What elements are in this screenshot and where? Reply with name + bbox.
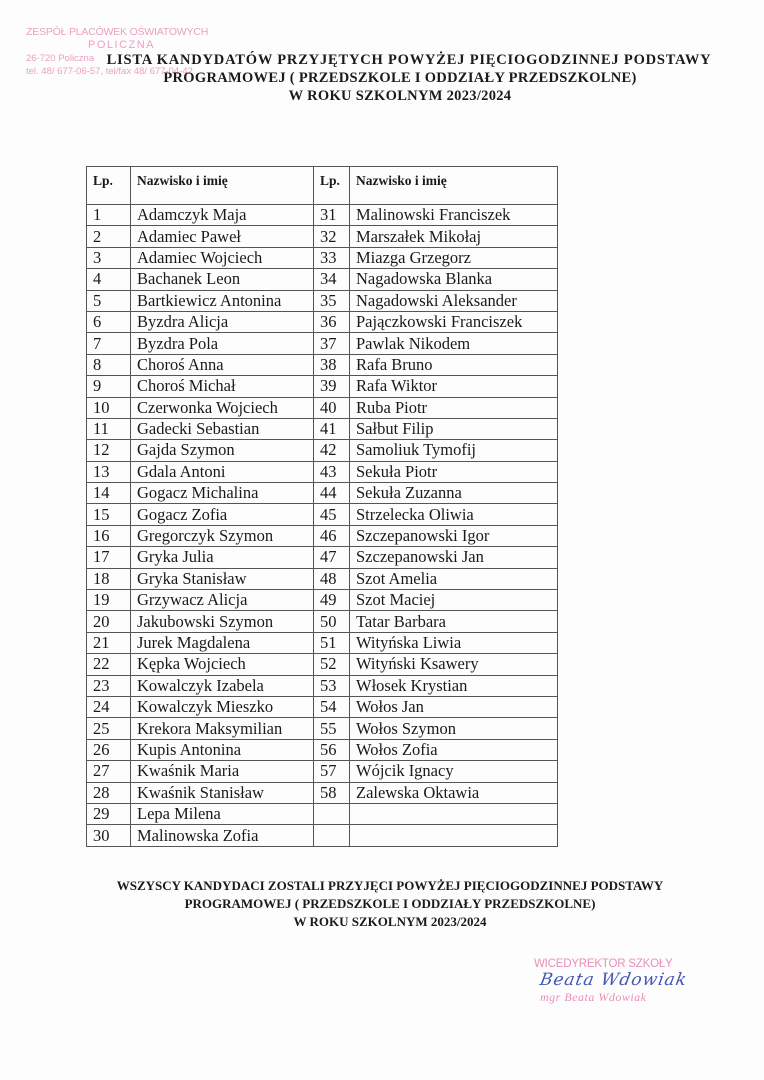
candidate-name: Szot Amelia <box>350 568 558 589</box>
footer-line-1: WSZYSCY KANDYDACI ZOSTALI PRZYJĘCI POWYŻEJ PIĘCIOGODZINNEJ PODSTAWY <box>116 878 664 893</box>
row-number: 23 <box>87 675 131 696</box>
row-number: 29 <box>87 803 131 824</box>
candidate-name: Szczepanowski Igor <box>350 525 558 546</box>
column-header-lp: Lp. <box>87 167 131 205</box>
table-row <box>87 311 558 332</box>
table-row <box>87 504 558 525</box>
candidate-name: Szczepanowski Jan <box>350 547 558 568</box>
signature-block <box>534 958 734 1005</box>
footer-note <box>70 877 710 931</box>
row-number: 44 <box>314 483 350 504</box>
table-row <box>87 354 558 375</box>
candidate-name: Kowalczyk Izabela <box>131 675 314 696</box>
table-row <box>87 611 558 632</box>
row-number: 18 <box>87 568 131 589</box>
candidate-name: Nagadowski Aleksander <box>350 290 558 311</box>
candidate-name: Adamiec Wojciech <box>131 247 314 268</box>
candidate-name: Choroś Anna <box>131 354 314 375</box>
footer-line-2: PROGRAMOWEJ ( PRZEDSZKOLE I ODDZIAŁY PRZEDSZKOLNE) <box>184 896 596 911</box>
row-number: 42 <box>314 440 350 461</box>
row-number: 4 <box>87 269 131 290</box>
column-header-lp: Lp. <box>314 167 350 205</box>
row-number: 33 <box>314 247 350 268</box>
row-number: 31 <box>314 205 350 226</box>
row-number: 46 <box>314 525 350 546</box>
candidate-name: Malinowski Franciszek <box>350 205 558 226</box>
table-row <box>87 247 558 268</box>
row-number: 15 <box>87 504 131 525</box>
document-title <box>60 51 740 105</box>
title-line-3: W ROKU SZKOLNYM 2023/2024 <box>288 88 512 104</box>
table-body <box>87 205 558 847</box>
row-number: 5 <box>87 290 131 311</box>
signature-role: WICEDYREKTOR SZKOŁY <box>534 958 673 970</box>
row-number: 36 <box>314 311 350 332</box>
table-row <box>87 461 558 482</box>
row-number: 32 <box>314 226 350 247</box>
candidate-name: Czerwonka Wojciech <box>131 397 314 418</box>
table-row <box>87 803 558 824</box>
candidate-name: Sałbut Filip <box>350 418 558 439</box>
candidate-name: Byzdra Alicja <box>131 311 314 332</box>
row-number: 1 <box>87 205 131 226</box>
stamp-line-1: ZESPÓŁ PLACÓWEK OŚWIATOWYCH <box>26 26 209 38</box>
candidate-name: Szot Maciej <box>350 590 558 611</box>
table-row <box>87 590 558 611</box>
table-row <box>87 525 558 546</box>
candidate-name: Marszałek Mikołaj <box>350 226 558 247</box>
candidate-name: Gogacz Zofia <box>131 504 314 525</box>
table-row <box>87 654 558 675</box>
table-row <box>87 205 558 226</box>
candidate-name: Jakubowski Szymon <box>131 611 314 632</box>
table-row <box>87 483 558 504</box>
candidate-name: Włosek Krystian <box>350 675 558 696</box>
candidate-name: Wityński Ksawery <box>350 654 558 675</box>
table-row <box>87 825 558 846</box>
row-number: 3 <box>87 247 131 268</box>
table-row <box>87 696 558 717</box>
candidate-name: Pajączkowski Franciszek <box>350 311 558 332</box>
row-number: 40 <box>314 397 350 418</box>
candidate-name: Kupis Antonina <box>131 739 314 760</box>
row-number: 27 <box>87 761 131 782</box>
row-number: 26 <box>87 739 131 760</box>
candidate-name: Pawlak Nikodem <box>350 333 558 354</box>
row-number: 56 <box>314 739 350 760</box>
row-number: 28 <box>87 782 131 803</box>
stamp-line-3: 26-720 Policzna <box>26 53 95 64</box>
candidate-name: Tatar Barbara <box>350 611 558 632</box>
row-number: 39 <box>314 376 350 397</box>
candidate-name: Byzdra Pola <box>131 333 314 354</box>
row-number: 50 <box>314 611 350 632</box>
row-number: 51 <box>314 632 350 653</box>
signature-name: mgr Beata Wdowiak <box>540 990 647 1004</box>
row-number: 2 <box>87 226 131 247</box>
table-row <box>87 226 558 247</box>
table-row <box>87 547 558 568</box>
row-number: 9 <box>87 376 131 397</box>
table-header-row <box>87 167 558 205</box>
table-row <box>87 333 558 354</box>
table-row <box>87 397 558 418</box>
row-number: 21 <box>87 632 131 653</box>
column-header-name: Nazwisko i imię <box>131 167 314 205</box>
table-row <box>87 632 558 653</box>
footer-line-3: W ROKU SZKOLNYM 2023/2024 <box>293 914 487 929</box>
candidate-name: Sekuła Zuzanna <box>350 483 558 504</box>
row-number: 7 <box>87 333 131 354</box>
candidate-name: Lepa Milena <box>131 803 314 824</box>
handwritten-signature: Beata Wdowiak <box>538 970 689 990</box>
row-number: 14 <box>87 483 131 504</box>
candidate-name: Nagadowska Blanka <box>350 269 558 290</box>
candidate-name: Gajda Szymon <box>131 440 314 461</box>
candidate-name: Choroś Michał <box>131 376 314 397</box>
candidate-name <box>350 825 558 846</box>
candidate-name: Sekuła Piotr <box>350 461 558 482</box>
table-row <box>87 440 558 461</box>
candidate-name: Adamiec Paweł <box>131 226 314 247</box>
row-number: 47 <box>314 547 350 568</box>
row-number: 45 <box>314 504 350 525</box>
table-row <box>87 675 558 696</box>
candidate-name: Zalewska Oktawia <box>350 782 558 803</box>
column-header-name: Nazwisko i imię <box>350 167 558 205</box>
candidate-name: Jurek Magdalena <box>131 632 314 653</box>
candidate-name: Gadecki Sebastian <box>131 418 314 439</box>
stamp-line-4: tel. 48/ 677-06-57, tel/fax 48/ 677-04-42 <box>26 66 193 77</box>
table-row <box>87 269 558 290</box>
candidate-name: Samoliuk Tymofij <box>350 440 558 461</box>
row-number <box>314 803 350 824</box>
row-number: 10 <box>87 397 131 418</box>
candidate-name: Gryka Stanisław <box>131 568 314 589</box>
row-number: 11 <box>87 418 131 439</box>
row-number: 43 <box>314 461 350 482</box>
table-row <box>87 761 558 782</box>
candidate-name: Kowalczyk Mieszko <box>131 696 314 717</box>
title-line-2: PROGRAMOWEJ ( PRZEDSZKOLE I ODDZIAŁY PRZEDSZKOLNE) <box>163 70 637 86</box>
candidate-name: Rafa Bruno <box>350 354 558 375</box>
row-number: 8 <box>87 354 131 375</box>
table-row <box>87 782 558 803</box>
row-number: 24 <box>87 696 131 717</box>
candidate-name: Wołos Szymon <box>350 718 558 739</box>
row-number: 6 <box>87 311 131 332</box>
row-number: 20 <box>87 611 131 632</box>
table-row <box>87 376 558 397</box>
row-number: 12 <box>87 440 131 461</box>
title-line-1: LISTA KANDYDATÓW PRZYJĘTYCH POWYŻEJ PIĘCIOGODZINNEJ PODSTAWY <box>106 52 712 68</box>
table-row <box>87 739 558 760</box>
table-row <box>87 418 558 439</box>
row-number <box>314 825 350 846</box>
row-number: 17 <box>87 547 131 568</box>
row-number: 58 <box>314 782 350 803</box>
candidate-name: Rafa Wiktor <box>350 376 558 397</box>
candidates-table <box>86 166 558 847</box>
row-number: 38 <box>314 354 350 375</box>
candidate-name: Kwaśnik Maria <box>131 761 314 782</box>
row-number: 25 <box>87 718 131 739</box>
row-number: 16 <box>87 525 131 546</box>
candidate-name: Wołos Jan <box>350 696 558 717</box>
candidate-name: Kępka Wojciech <box>131 654 314 675</box>
row-number: 37 <box>314 333 350 354</box>
candidate-name: Wityńska Liwia <box>350 632 558 653</box>
candidate-name: Adamczyk Maja <box>131 205 314 226</box>
row-number: 30 <box>87 825 131 846</box>
candidate-name: Ruba Piotr <box>350 397 558 418</box>
table-row <box>87 568 558 589</box>
row-number: 34 <box>314 269 350 290</box>
candidate-name: Bartkiewicz Antonina <box>131 290 314 311</box>
table-row <box>87 290 558 311</box>
row-number: 22 <box>87 654 131 675</box>
row-number: 19 <box>87 590 131 611</box>
candidate-name: Krekora Maksymilian <box>131 718 314 739</box>
candidate-name: Gregorczyk Szymon <box>131 525 314 546</box>
candidate-name: Gryka Julia <box>131 547 314 568</box>
candidate-name: Gogacz Michalina <box>131 483 314 504</box>
row-number: 13 <box>87 461 131 482</box>
candidate-name: Wójcik Ignacy <box>350 761 558 782</box>
row-number: 57 <box>314 761 350 782</box>
candidate-name: Bachanek Leon <box>131 269 314 290</box>
row-number: 53 <box>314 675 350 696</box>
candidate-name <box>350 803 558 824</box>
row-number: 48 <box>314 568 350 589</box>
row-number: 35 <box>314 290 350 311</box>
candidate-name: Wołos Zofia <box>350 739 558 760</box>
row-number: 54 <box>314 696 350 717</box>
candidate-name: Kwaśnik Stanisław <box>131 782 314 803</box>
candidate-name: Grzywacz Alicja <box>131 590 314 611</box>
candidate-name: Gdala Antoni <box>131 461 314 482</box>
stamp-line-2: POLICZNA <box>88 39 156 51</box>
candidate-name: Strzelecka Oliwia <box>350 504 558 525</box>
row-number: 49 <box>314 590 350 611</box>
row-number: 41 <box>314 418 350 439</box>
table-row <box>87 718 558 739</box>
row-number: 52 <box>314 654 350 675</box>
candidate-name: Malinowska Zofia <box>131 825 314 846</box>
row-number: 55 <box>314 718 350 739</box>
candidate-name: Miazga Grzegorz <box>350 247 558 268</box>
